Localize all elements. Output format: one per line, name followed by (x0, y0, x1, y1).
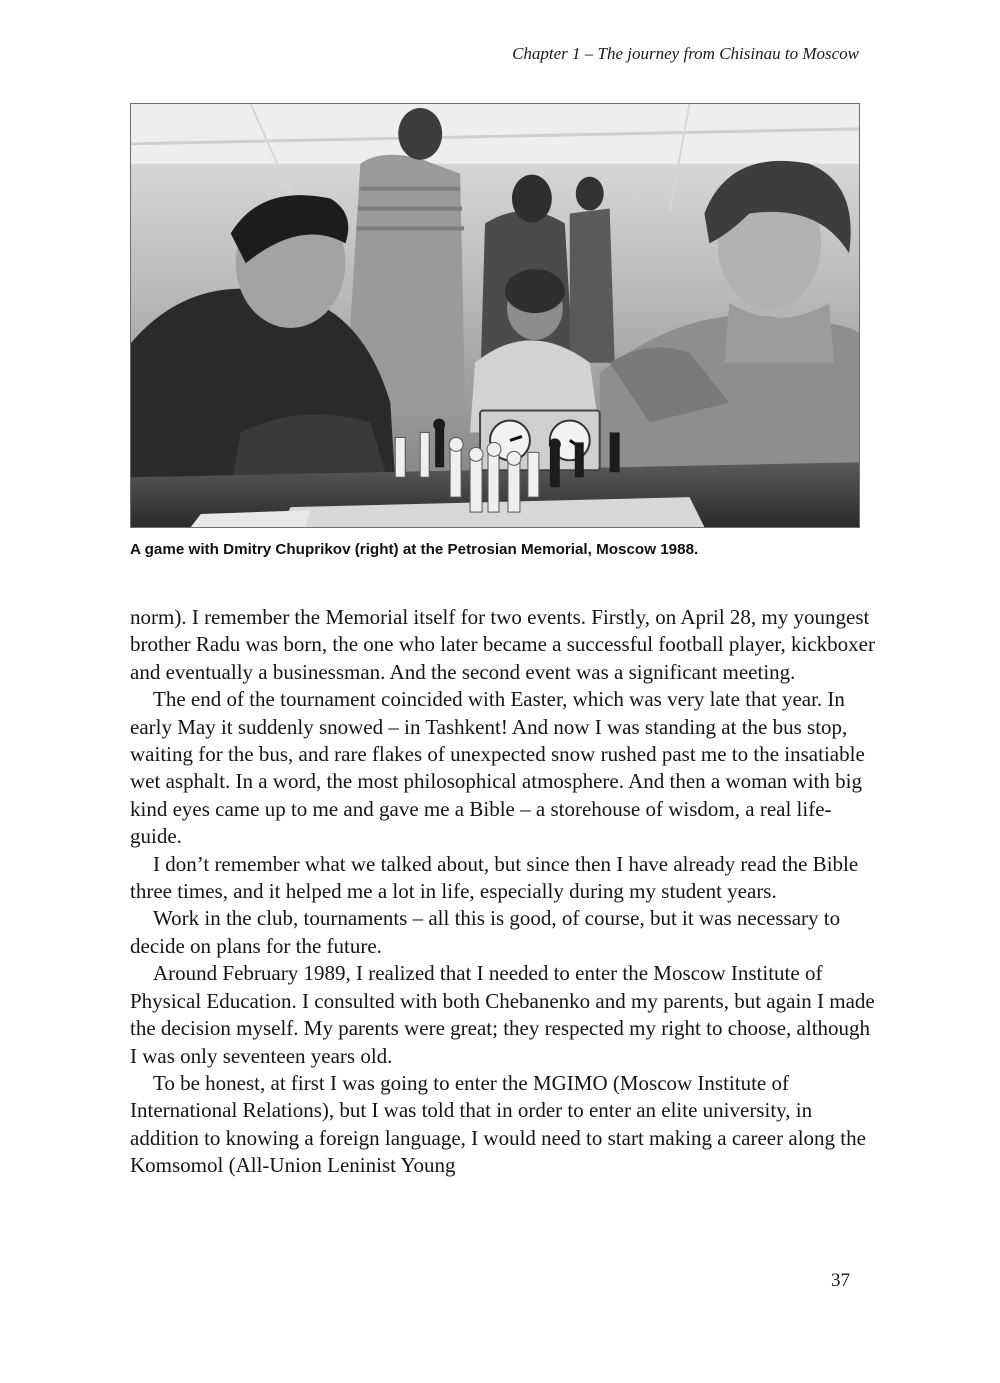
paragraph: Work in the club, tournaments – all this is good, of course, but it was necessary to decide on plans for the future. (130, 906, 841, 958)
paragraph: norm). I remember the Memorial itself for two events. Firstly, on April 28, my youngest brother Radu was born, the one who later became a successful football player, kickboxer and eventually a businessman. And the second event was a significant meeting. (130, 605, 875, 684)
running-head: Chapter 1 – The journey from Chisinau to Moscow (512, 44, 859, 63)
photo-caption: A game with Dmitry Chuprikov (right) at the Petrosian Memorial, Moscow 1988. (130, 541, 699, 558)
page-number: 37 (831, 1270, 850, 1291)
paragraph: Around February 1989, I realized that I needed to enter the Moscow Institute of Physical Education. I consulted with both Chebanenko and my parents, but again I made the decision myself. My parents were great; they respected my right to choose, although I was only seventeen years old. (130, 961, 875, 1068)
chess-game-photo (130, 103, 860, 528)
body-text (130, 604, 875, 1180)
chess-players-illustration (131, 104, 859, 527)
paragraph: To be honest, at first I was going to enter the MGIMO (Moscow Institute of International Relations), but I was told that in order to enter an elite university, in addition to knowing a foreign language, I would need to start making a career along the Komsomol (All-Union Leninist Young (130, 1070, 866, 1178)
paragraph: I don’t remember what we talked about, but since then I have already read the Bible three times, and it helped me a lot in life, especially during my student years. (130, 851, 859, 904)
paragraph: The end of the tournament coincided with Easter, which was very late that year. In early May it suddenly snowed – in Tashkent! And now I was standing at the bus stop, waiting for the bus, and rare flakes of unexpected snow rushed past me to the insatiable wet asphalt. In a word, the most philosophical atmosphere. And then a woman with big kind eyes came up to me and gave me a Bible – a storehouse of wisdom, a real life-guide. (130, 687, 865, 849)
